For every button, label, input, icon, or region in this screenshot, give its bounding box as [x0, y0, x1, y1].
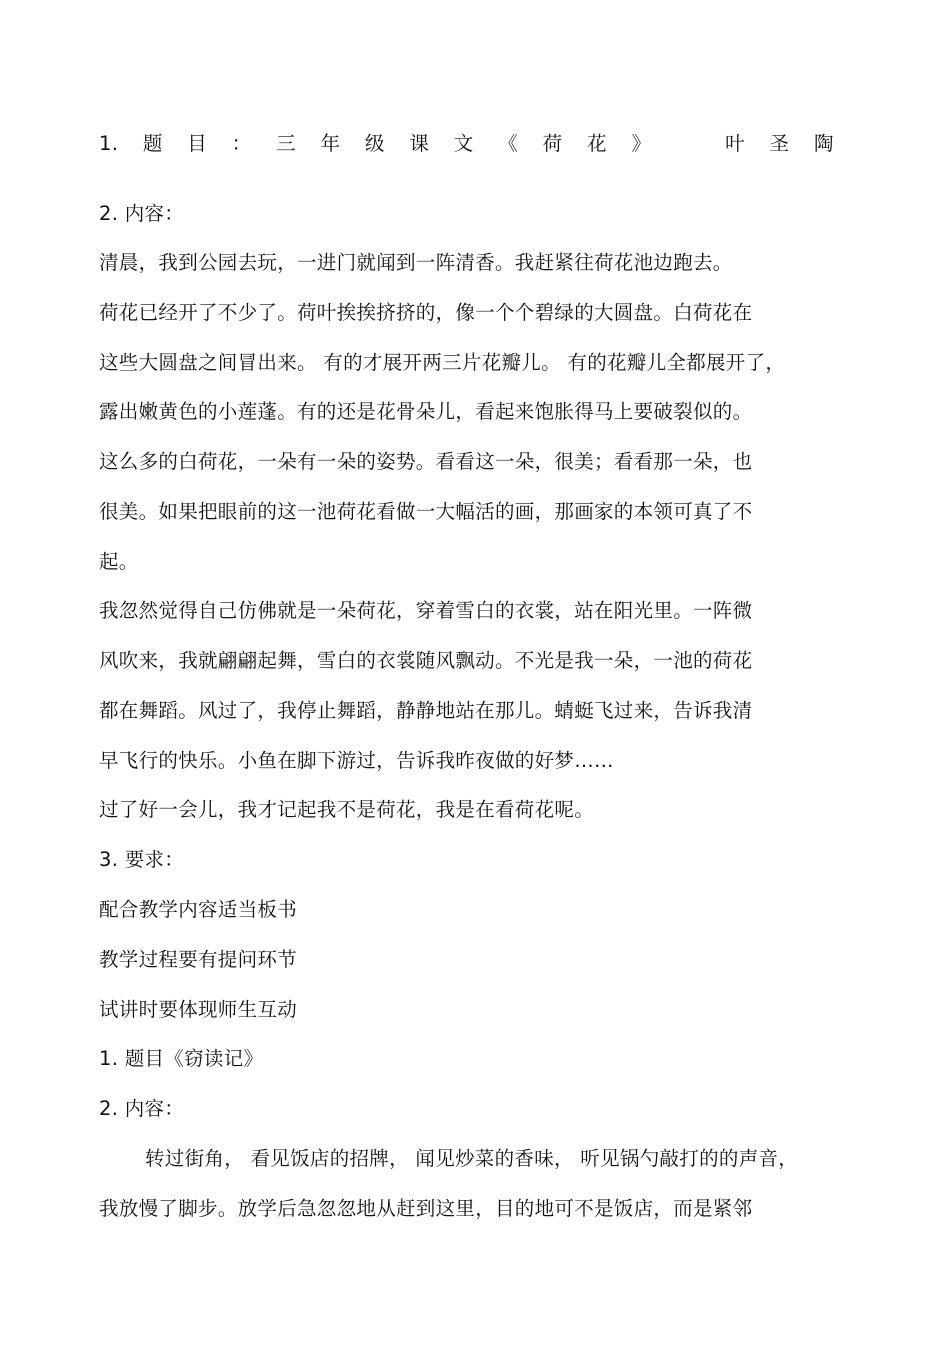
title-char: 题	[142, 132, 163, 155]
text-line: 露出嫩黄色的小莲蓬。有的还是花骨朵儿，看起来饱胀得马上要破裂似的。	[99, 400, 753, 423]
text-line: 荷花已经开了不少了。荷叶挨挨挤挤的，像一个个碧绿的大圆盘。白荷花在	[99, 301, 753, 324]
text-line: 我放慢了脚步。放学后急忽忽地从赶到这里，目的地可不是饭店，而是紧邻	[99, 1197, 753, 1220]
title-char: 课	[409, 132, 430, 155]
requirement-item: 配合教学内容适当板书	[99, 898, 298, 921]
title-char: 三	[276, 132, 296, 155]
title-char: 目	[187, 132, 208, 155]
section2-title: 1. 题目《窃读记》	[99, 1047, 264, 1070]
section1-title	[99, 131, 834, 157]
requirement-item: 教学过程要有提问环节	[99, 948, 298, 971]
requirement-item: 试讲时要体现师生互动	[99, 998, 298, 1021]
title-char: 1.	[99, 132, 119, 155]
title-char: 》	[631, 132, 652, 155]
section1-content-label: 2. 内容：	[99, 202, 185, 225]
text-line: 我忽然觉得自己仿佛就是一朵荷花，穿着雪白的衣裳，站在阳光里。一阵微	[99, 599, 753, 622]
text-line: 起。	[99, 550, 139, 573]
text-line: 都在舞蹈。风过了，我停止舞蹈，静静地站在那儿。蜻蜓飞过来，告诉我清	[99, 699, 753, 722]
text-line: 这么多的白荷花，一朵有一朵的姿势。看看这一朵，很美；看看那一朵，也	[99, 450, 753, 473]
section1-requirements-label: 3. 要求：	[99, 848, 185, 871]
title-char: 文	[453, 132, 474, 155]
title-char: ：	[231, 132, 252, 155]
text-line: 清晨，我到公园去玩，一进门就闻到一阵清香。我赶紧往荷花池边跑去。	[99, 251, 733, 274]
text-line: 这些大圆盘之间冒出来。 有的才展开两三片花瓣儿。 有的花瓣儿全都展开了，	[99, 351, 786, 374]
title-char: 圣	[769, 132, 790, 155]
title-char: 荷	[542, 132, 563, 155]
title-char: 《	[498, 132, 519, 155]
text-line: 过了好一会儿，我才记起我不是荷花，我是在看荷花呢。	[99, 798, 595, 821]
title-char: 花	[587, 132, 607, 155]
title-char: 陶	[813, 132, 834, 155]
section2-content-label: 2. 内容：	[99, 1097, 185, 1120]
text-line: 转过街角， 看见饭店的招牌， 闻见炒菜的香味， 听见锅勺敲打的的声音，	[145, 1147, 799, 1170]
text-line: 早飞行的快乐。小鱼在脚下游过，告诉我昨夜做的好梦……	[99, 749, 614, 772]
title-char: 叶	[725, 132, 745, 155]
text-line: 风吹来，我就翩翩起舞，雪白的衣裳随风飘动。不光是我一朵，一池的荷花	[99, 649, 753, 672]
title-char: 级	[364, 132, 385, 155]
text-line: 很美。如果把眼前的这一池荷花看做一大幅活的画，那画家的本领可真了不	[99, 500, 753, 523]
title-char: 年	[320, 132, 341, 155]
